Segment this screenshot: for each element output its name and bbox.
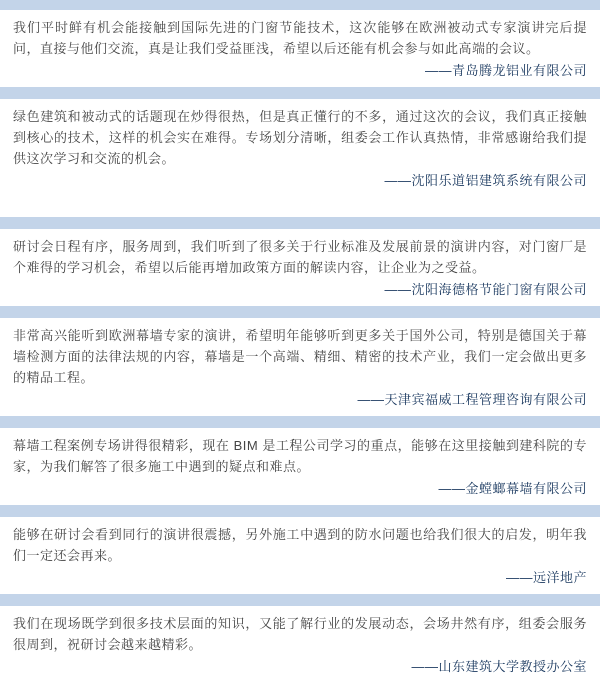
testimonial-attribution: ——山东建筑大学教授办公室 xyxy=(411,659,587,674)
testimonial-block xyxy=(0,99,600,217)
testimonial-attribution: ——天津宾福威工程管理咨询有限公司 xyxy=(357,392,587,407)
testimonial-attribution: ——金螳螂幕墙有限公司 xyxy=(438,481,587,496)
testimonial-attribution: ——远洋地产 xyxy=(505,570,587,585)
testimonial-attribution: ——沈阳海德格节能门窗有限公司 xyxy=(384,282,587,297)
testimonial-text: 我们在现场既学到很多技术层面的知识，又能了解行业的发展动态，会场井然有序，组委会服务很周到，祝研讨会越来越精彩。 xyxy=(13,616,587,652)
testimonial-attribution: ——沈阳乐道铝建筑系统有限公司 xyxy=(384,173,587,188)
testimonial-attribution: ——青岛腾龙铝业有限公司 xyxy=(424,63,587,78)
testimonial-block xyxy=(0,318,600,416)
testimonial-block xyxy=(0,428,600,505)
testimonial-text: 能够在研讨会看到同行的演讲很震撼，另外施工中遇到的防水问题也给我们很大的启发，明年我们一定还会再来。 xyxy=(13,527,587,563)
testimonial-text: 幕墙工程案例专场讲得很精彩，现在 BIM 是工程公司学习的重点，能够在这里接触到建科院的专家，为我们解答了很多施工中遇到的疑点和难点。 xyxy=(13,438,587,474)
testimonial-text: 研讨会日程有序，服务周到，我们听到了很多关于行业标准及发展前景的演讲内容，对门窗厂是个难得的学习机会，希望以后能再增加政策方面的解读内容，让企业为之受益。 xyxy=(13,239,587,275)
testimonial-block xyxy=(0,10,600,87)
testimonial-block xyxy=(0,517,600,594)
testimonial-block xyxy=(0,229,600,306)
testimonial-text: 绿色建筑和被动式的话题现在炒得很热，但是真正懂行的不多，通过这次的会议，我们真正接触到核心的技术，这样的机会实在难得。专场划分清晰，组委会工作认真热情，非常感谢给我们提供这次学习和交流的机会。 xyxy=(13,109,587,166)
testimonial-text: 我们平时鲜有机会能接触到国际先进的门窗节能技术，这次能够在欧洲被动式专家演讲完后提问，直接与他们交流，真是让我们受益匪浅，希望以后还能有机会参与如此高端的会议。 xyxy=(13,20,587,56)
testimonial-text: 非常高兴能听到欧洲幕墙专家的演讲，希望明年能够听到更多关于国外公司，特别是德国关于幕墙检测方面的法律法规的内容，幕墙是一个高端、精细、精密的技术产业，我们一定会做出更多的精品工程。 xyxy=(13,328,587,385)
testimonial-block xyxy=(0,606,600,683)
